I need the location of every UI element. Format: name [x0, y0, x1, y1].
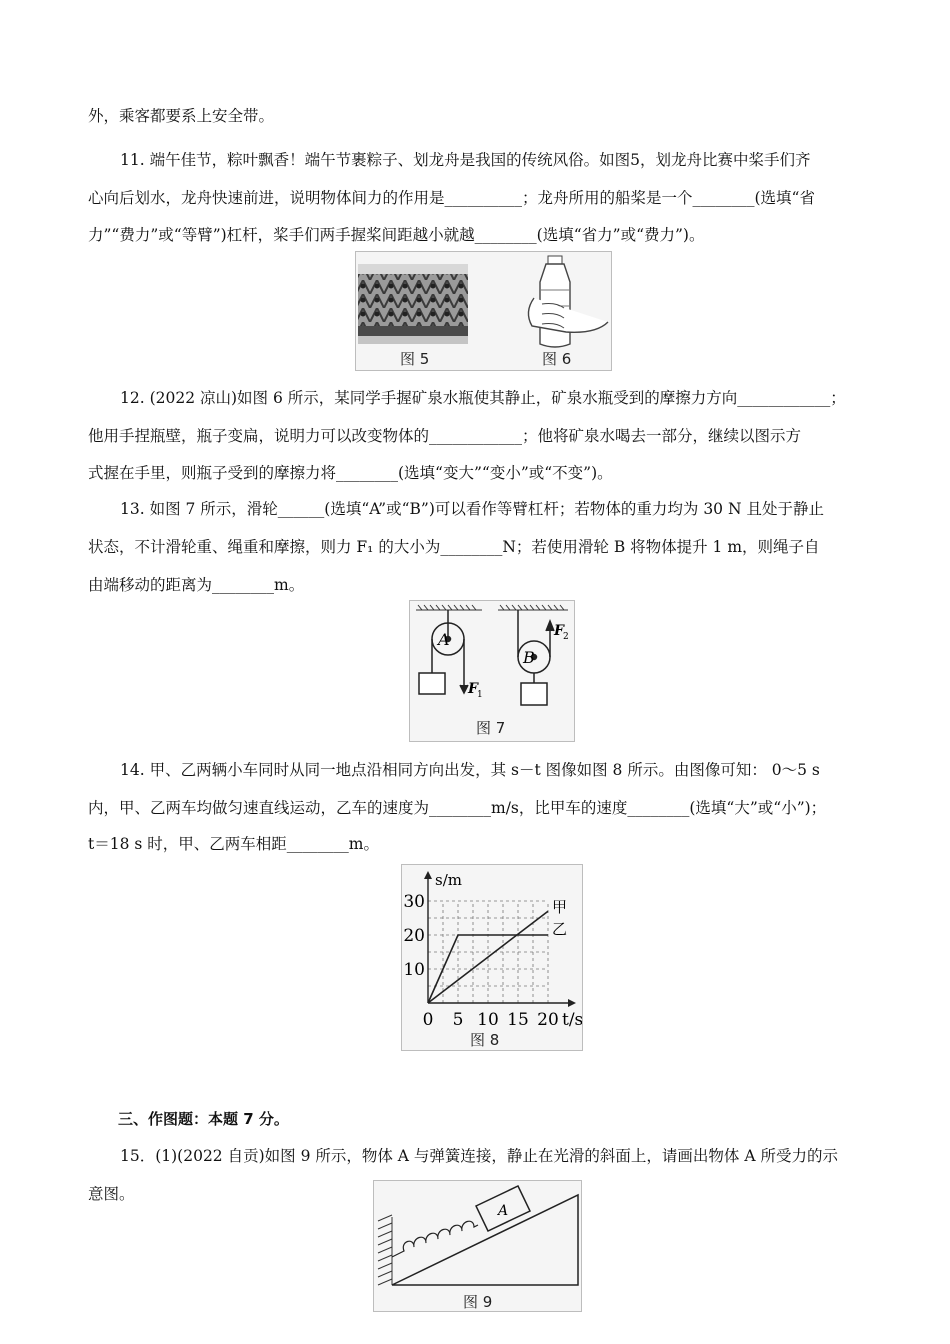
- block-a-label: A: [498, 1203, 509, 1219]
- text-line: 由端移动的距离为________m。: [88, 576, 305, 594]
- x-tick-label: 15: [507, 1010, 529, 1030]
- force-f2-subscript: 2: [563, 632, 569, 642]
- x-axis-unit: t/s: [562, 1010, 582, 1030]
- text-line: 外，乘客都要系上安全带。: [88, 107, 275, 125]
- pulley-a-label: A: [438, 630, 450, 649]
- y-axis-arrow: [424, 871, 432, 879]
- fixed-pulley-a: [419, 610, 468, 694]
- figure-9-caption: 图 9: [463, 1293, 493, 1311]
- series-label-yi: 乙: [552, 920, 568, 938]
- question-12: 12. (2022 凉山)如图 6 所示，某同学手握矿泉水瓶使其静止，矿泉水瓶受到的摩擦力方向____________；: [120, 389, 846, 407]
- figure-5-caption: 图 5: [400, 350, 430, 368]
- y-tick-label: 30: [403, 892, 425, 912]
- y-tick-label: 20: [403, 926, 425, 946]
- question-14: 14. 甲、乙两辆小车同时从同一地点沿相同方向出发，其 s－t 图像如图 8 所示。由图像可知： 0～5 s: [120, 761, 820, 779]
- text-line: 心向后划水，龙舟快速前进，说明物体间力的作用是__________；龙舟所用的船桨是一个________(选填“省: [88, 189, 815, 207]
- spring-icon: [392, 1221, 478, 1257]
- x-tick-label: 10: [477, 1010, 499, 1030]
- figure-5-6: [355, 251, 612, 371]
- figure-9: [373, 1180, 582, 1312]
- figure-6-caption: 图 6: [542, 350, 572, 368]
- force-f1-subscript: 1: [477, 690, 483, 700]
- figure-8: [401, 864, 583, 1051]
- text-line: t＝18 s 时，甲、乙两车相距________m。: [88, 835, 379, 853]
- force-f1-label: F: [468, 681, 478, 697]
- water-bottle-in-hand-icon: [528, 256, 608, 347]
- text-line: 力”“费力”或“等臂”)杠杆，桨手们两手握桨间距越小就越________(选填“省力”或“费力”)。: [88, 226, 705, 244]
- ceiling-hatch: [416, 605, 568, 610]
- question-15: 15．(1)(2022 自贡)如图 9 所示，物体 A 与弹簧连接，静止在光滑的斜面上，请画出物体 A 所受力的示: [120, 1147, 838, 1165]
- pulley-b-label: B: [523, 648, 535, 667]
- section-heading: 三、作图题：本题 7 分。: [118, 1110, 289, 1128]
- x-tick-label: 5: [452, 1010, 464, 1030]
- text-line: 状态，不计滑轮重、绳重和摩擦，则力 F₁ 的大小为________N；若使用滑轮 B 将物体提升 1 m，则绳子自: [88, 538, 820, 556]
- question-13: 13. 如图 7 所示，滑轮______(选填“A”或“B”)可以看作等臂杠杆；若物体的重力均为 30 N 且处于静止: [120, 500, 824, 518]
- figure-8-caption: 图 8: [470, 1031, 500, 1049]
- force-f2-label: F: [554, 623, 564, 639]
- wall-hatch: [378, 1215, 392, 1285]
- s-t-chart: [402, 865, 582, 1050]
- text-line: 内，甲、乙两车均做匀速直线运动，乙车的速度为________m/s，比甲车的速度________(选填“大”或“小”)；: [88, 799, 827, 817]
- dragon-boat-photo: [358, 264, 468, 344]
- x-tick-label: 20: [537, 1010, 559, 1030]
- figure-7-caption: 图 7: [476, 719, 506, 737]
- text-line: 他用手捏瓶壁，瓶子变扁，说明力可以改变物体的____________；他将矿泉水喝去一部分，继续以图示方: [88, 427, 802, 445]
- y-tick-label: 10: [403, 960, 425, 980]
- figure-7: [409, 600, 575, 742]
- text-line: 意图。: [88, 1185, 135, 1203]
- x-axis-arrow: [568, 999, 576, 1007]
- question-11: 11. 端午佳节，粽叶飘香！端午节裹粽子、划龙舟是我国的传统风俗。如图5，划龙舟比赛中桨手们齐: [120, 151, 811, 169]
- y-axis-label: s/m: [435, 871, 462, 889]
- text-line: 式握在手里，则瓶子受到的摩擦力将________(选填“变大”“变小”或“不变”)。: [88, 464, 613, 482]
- series-label-jia: 甲: [552, 898, 568, 916]
- x-tick-label: 0: [422, 1010, 434, 1030]
